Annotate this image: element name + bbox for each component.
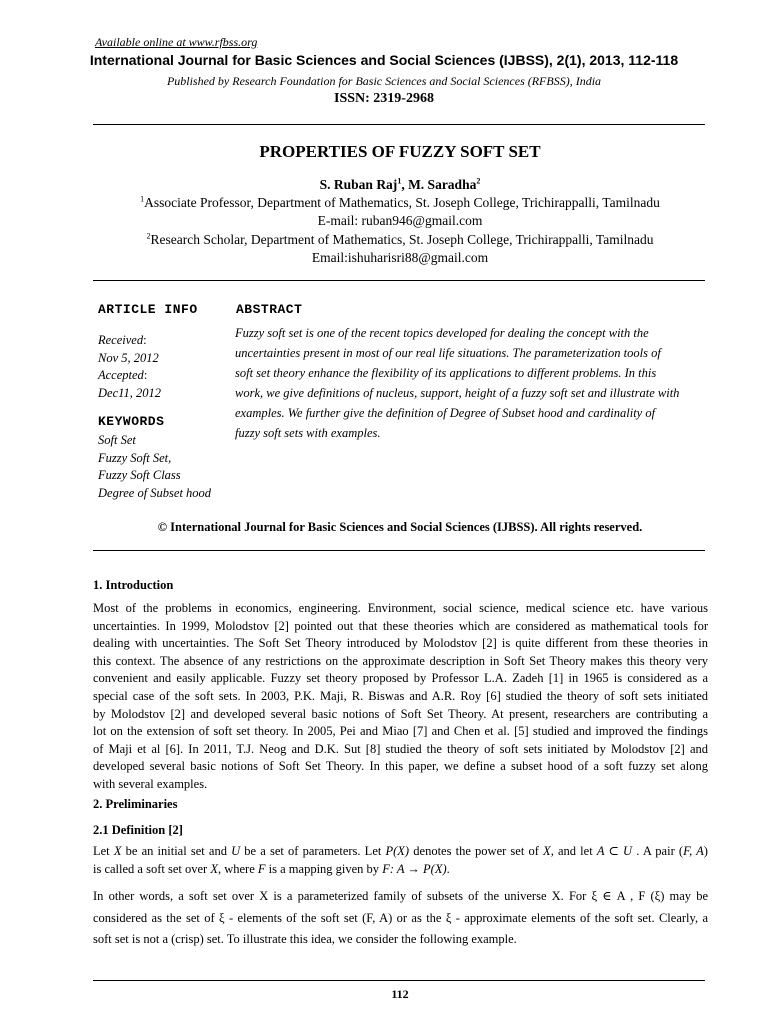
author-1-affiliation-mark: 1	[397, 176, 402, 186]
affiliation-2-text: Research Scholar, Department of Mathematics, St. Joseph College, Trichirappalli, Tamilnadu	[150, 232, 654, 247]
received-label: Received	[98, 333, 144, 347]
math-var: F	[257, 861, 266, 876]
affiliation-2	[0, 232, 768, 248]
text-run: denotes the power set of	[409, 844, 544, 858]
intro-line: developed several basic notions of Soft Set Theory. In this paper, we define a subset hood of a soft fuzzy set along	[93, 759, 708, 774]
abstract-line: uncertainties present in most of our real life situations. The parameterization tools of	[235, 346, 661, 360]
accepted-date: Dec11, 2012	[98, 385, 161, 400]
intro-line: by Molodstov [2] and developed several basic notions of Soft Set Theory. At present, researchers are contributing a	[93, 706, 708, 721]
math-expr: F: A → P(X)	[382, 861, 447, 876]
accepted-label: Accepted	[98, 368, 144, 382]
definition-paragraph	[93, 843, 708, 878]
math-var: P(X)	[385, 844, 410, 858]
article-info-heading: ARTICLE INFO	[98, 302, 198, 317]
math-var: X	[113, 844, 122, 858]
intro-line: with several examples.	[93, 776, 208, 791]
abstract-line: work, we give definitions of nucleus, support, height of a fuzzy soft set and illustrate with	[235, 386, 680, 400]
math-var: X	[543, 844, 551, 858]
accepted-colon: :	[143, 368, 148, 382]
definition-line-2	[93, 861, 708, 879]
received-row	[98, 332, 161, 350]
math-var: X	[210, 861, 218, 876]
email-1[interactable]: E-mail: ruban946@gmail.com	[317, 213, 483, 228]
author-1: S. Ruban Raj	[319, 177, 398, 192]
received-date: Nov 5, 2012	[98, 350, 159, 365]
affiliation-1-text: Associate Professor, Department of Mathematics, St. Joseph College, Trichirappalli, Tamilnadu	[144, 195, 660, 210]
intro-line: uncertainties. In 1999, Molodstov [2] pointed out that these theories which are considered as mathematical tools for	[93, 618, 708, 633]
math-expr: A ⊂ U	[596, 844, 633, 858]
email-2[interactable]: Email:ishuharisri88@gmail.com	[311, 250, 489, 265]
keywords-heading: KEYWORDS	[98, 414, 165, 429]
abstract-line: fuzzy soft sets with examples.	[235, 426, 381, 440]
footer-divider	[93, 980, 705, 981]
intro-line: Most of the problems in economics, engineering. Environment, social science, medical science etc. have various	[93, 601, 708, 615]
math-var: U	[231, 844, 241, 858]
explanation-line: In other words, a soft set over X is a parameterized family of subsets of the universe X. For ξ ∈ A , F (ξ) may be	[93, 889, 708, 903]
section-heading-introduction: 1. Introduction	[93, 578, 174, 592]
text-run: Let	[93, 844, 114, 858]
affiliation-1-mark: 1	[140, 194, 145, 204]
author-2-affiliation-mark: 2	[476, 176, 481, 186]
intro-line: dealing with uncertainties. The Soft Set Theory introduced by Molodstov [2] is quite different from these theories in	[93, 636, 708, 651]
explanation-line: considered as the set of ξ - elements of the soft set (F, A) or as the ξ - approximate elements of the soft set. Clearly, a	[93, 910, 708, 925]
keyword: Fuzzy Soft Class	[98, 468, 181, 482]
article-dates	[98, 332, 161, 402]
intro-line: lot on the extension of soft set theory. In 2005, Pei and Miao [7] and Chen et al. [5] studied and improved the findings	[93, 724, 708, 739]
abstract-body	[235, 323, 700, 443]
text-run: , where	[217, 861, 258, 876]
text-run: be a set of parameters. Let	[240, 844, 386, 858]
text-run: , and let	[550, 844, 597, 858]
intro-line: convenient and easily applicable. Fuzzy set theory proposed by Professor L.A. Zadeh [1] in 1965 is considered as a	[93, 671, 708, 686]
page-number: 112	[391, 987, 409, 1001]
journal-citation: International Journal for Basic Sciences and Social Sciences (IJBSS), 2(1), 2013, 112-118	[89, 52, 679, 68]
definition-line-1	[93, 843, 708, 861]
abstract-line: Fuzzy soft set is one of the recent topics developed for dealing the concept with the	[235, 326, 649, 340]
paper-title: PROPERTIES OF FUZZY SOFT SET	[259, 142, 541, 161]
author-2: M. Saradha	[408, 177, 477, 192]
text-run: )	[703, 844, 708, 858]
intro-line: this context. The absence of any restrictions on the approximate description in Soft Set Theory makes this theory very	[93, 653, 708, 668]
keyword: Fuzzy Soft Set,	[98, 450, 172, 465]
intro-line: of Maji et al [6]. In 2011, T.J. Neog and D.K. Sut [8] studied the theory of soft sets initiated by Molodstov [2] and	[93, 741, 708, 756]
section-heading-preliminaries: 2. Preliminaries	[93, 797, 178, 811]
issn: ISSN: 2319-2968	[334, 91, 434, 106]
soft-set-explanation	[93, 886, 708, 951]
abstract-line: examples. We further give the definition of Degree of Subset hood and cardinality of	[235, 406, 656, 420]
author-separator: ,	[401, 177, 409, 192]
introduction-paragraph	[93, 600, 708, 794]
keyword: Degree of Subset hood	[98, 485, 212, 500]
affiliation-2-mark: 2	[146, 231, 151, 241]
text-run: .	[446, 861, 450, 876]
text-run: . A pair (	[632, 844, 684, 858]
text-run: is a mapping given by	[265, 861, 383, 876]
affiliation-1	[0, 195, 768, 211]
text-run: be an initial set and	[121, 844, 232, 858]
header-divider	[93, 124, 705, 125]
intro-line: special case of the soft sets. In 2003, P.K. Maji, R. Biswas and A.R. Roy [6] studied the theory of soft sets initiated	[93, 688, 708, 703]
explanation-line: soft set is not a (crisp) set. To illustrate this idea, we consider the following example.	[93, 932, 517, 946]
keyword: Soft Set	[98, 433, 136, 447]
abstract-divider	[93, 550, 705, 551]
author-divider	[93, 280, 705, 281]
authors	[0, 177, 768, 193]
keywords-list	[98, 432, 211, 502]
accepted-row	[98, 367, 161, 385]
text-run: is called a soft set over	[93, 861, 211, 876]
math-var: F, A	[683, 844, 704, 858]
abstract-heading: ABSTRACT	[236, 302, 303, 317]
available-online-link[interactable]: Available online at www.rfbss.org	[95, 35, 258, 49]
publisher-line: Published by Research Foundation for Basic Sciences and Social Sciences (RFBSS), India	[166, 74, 602, 88]
definition-heading: 2.1 Definition [2]	[93, 823, 183, 837]
received-colon: :	[143, 333, 147, 347]
copyright-notice: © International Journal for Basic Sciences and Social Sciences (IJBSS). All rights reserved.	[157, 520, 643, 534]
abstract-line: soft set theory enhance the flexibility of its applications to different problems. In this	[235, 366, 657, 380]
